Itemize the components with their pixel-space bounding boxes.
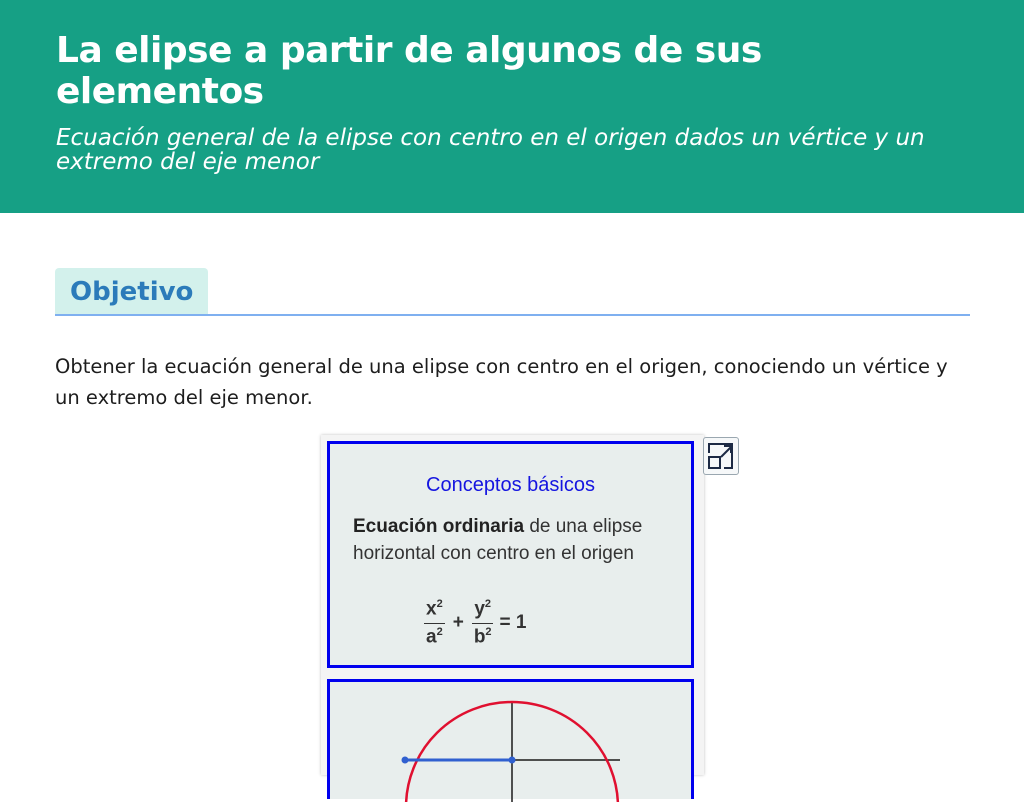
a-term: a <box>426 626 437 648</box>
a-exponent: 2 <box>436 626 443 639</box>
objective-text: Obtener la ecuación general de una elipse con centro en el origen, conociendo un vértice y un extremo del eje menor. <box>55 355 948 409</box>
x-exponent: 2 <box>436 598 443 610</box>
y-fraction <box>472 598 494 649</box>
expand-icon <box>704 438 738 474</box>
concepts-panel <box>327 441 694 668</box>
definition-text <box>353 513 683 567</box>
vertex-point[interactable] <box>402 757 409 764</box>
plus-sign: + <box>452 612 464 634</box>
equals-one: = 1 <box>499 612 527 634</box>
geogebra-applet[interactable] <box>321 435 704 775</box>
fullscreen-button[interactable] <box>703 437 739 475</box>
page-subtitle: Ecuación general de la elipse con centro en el origen dados un vértice y un extremo del eje menor <box>56 125 925 175</box>
b-exponent: 2 <box>485 626 492 639</box>
ellipse-equation <box>424 598 527 649</box>
definition-term: Ecuación ordinaria <box>353 516 525 537</box>
ellipse-graph <box>330 682 691 802</box>
definition-rest: de una elipse horizontal con centro en el origen <box>353 516 643 564</box>
objective-section <box>0 268 1024 413</box>
section-heading-bar <box>55 268 970 316</box>
y-exponent: 2 <box>484 598 492 610</box>
center-point[interactable] <box>509 757 516 764</box>
x-term: x <box>426 598 437 620</box>
b-term: b <box>473 626 486 648</box>
ellipse-graph-panel[interactable] <box>327 679 694 799</box>
page-header <box>0 0 1024 213</box>
section-heading: Objetivo <box>55 268 208 314</box>
x-fraction <box>424 598 445 649</box>
y-term: y <box>474 598 485 620</box>
page-title: La elipse a partir de algunos de sus elementos <box>56 30 762 112</box>
panel-title: Conceptos básicos <box>426 474 595 496</box>
